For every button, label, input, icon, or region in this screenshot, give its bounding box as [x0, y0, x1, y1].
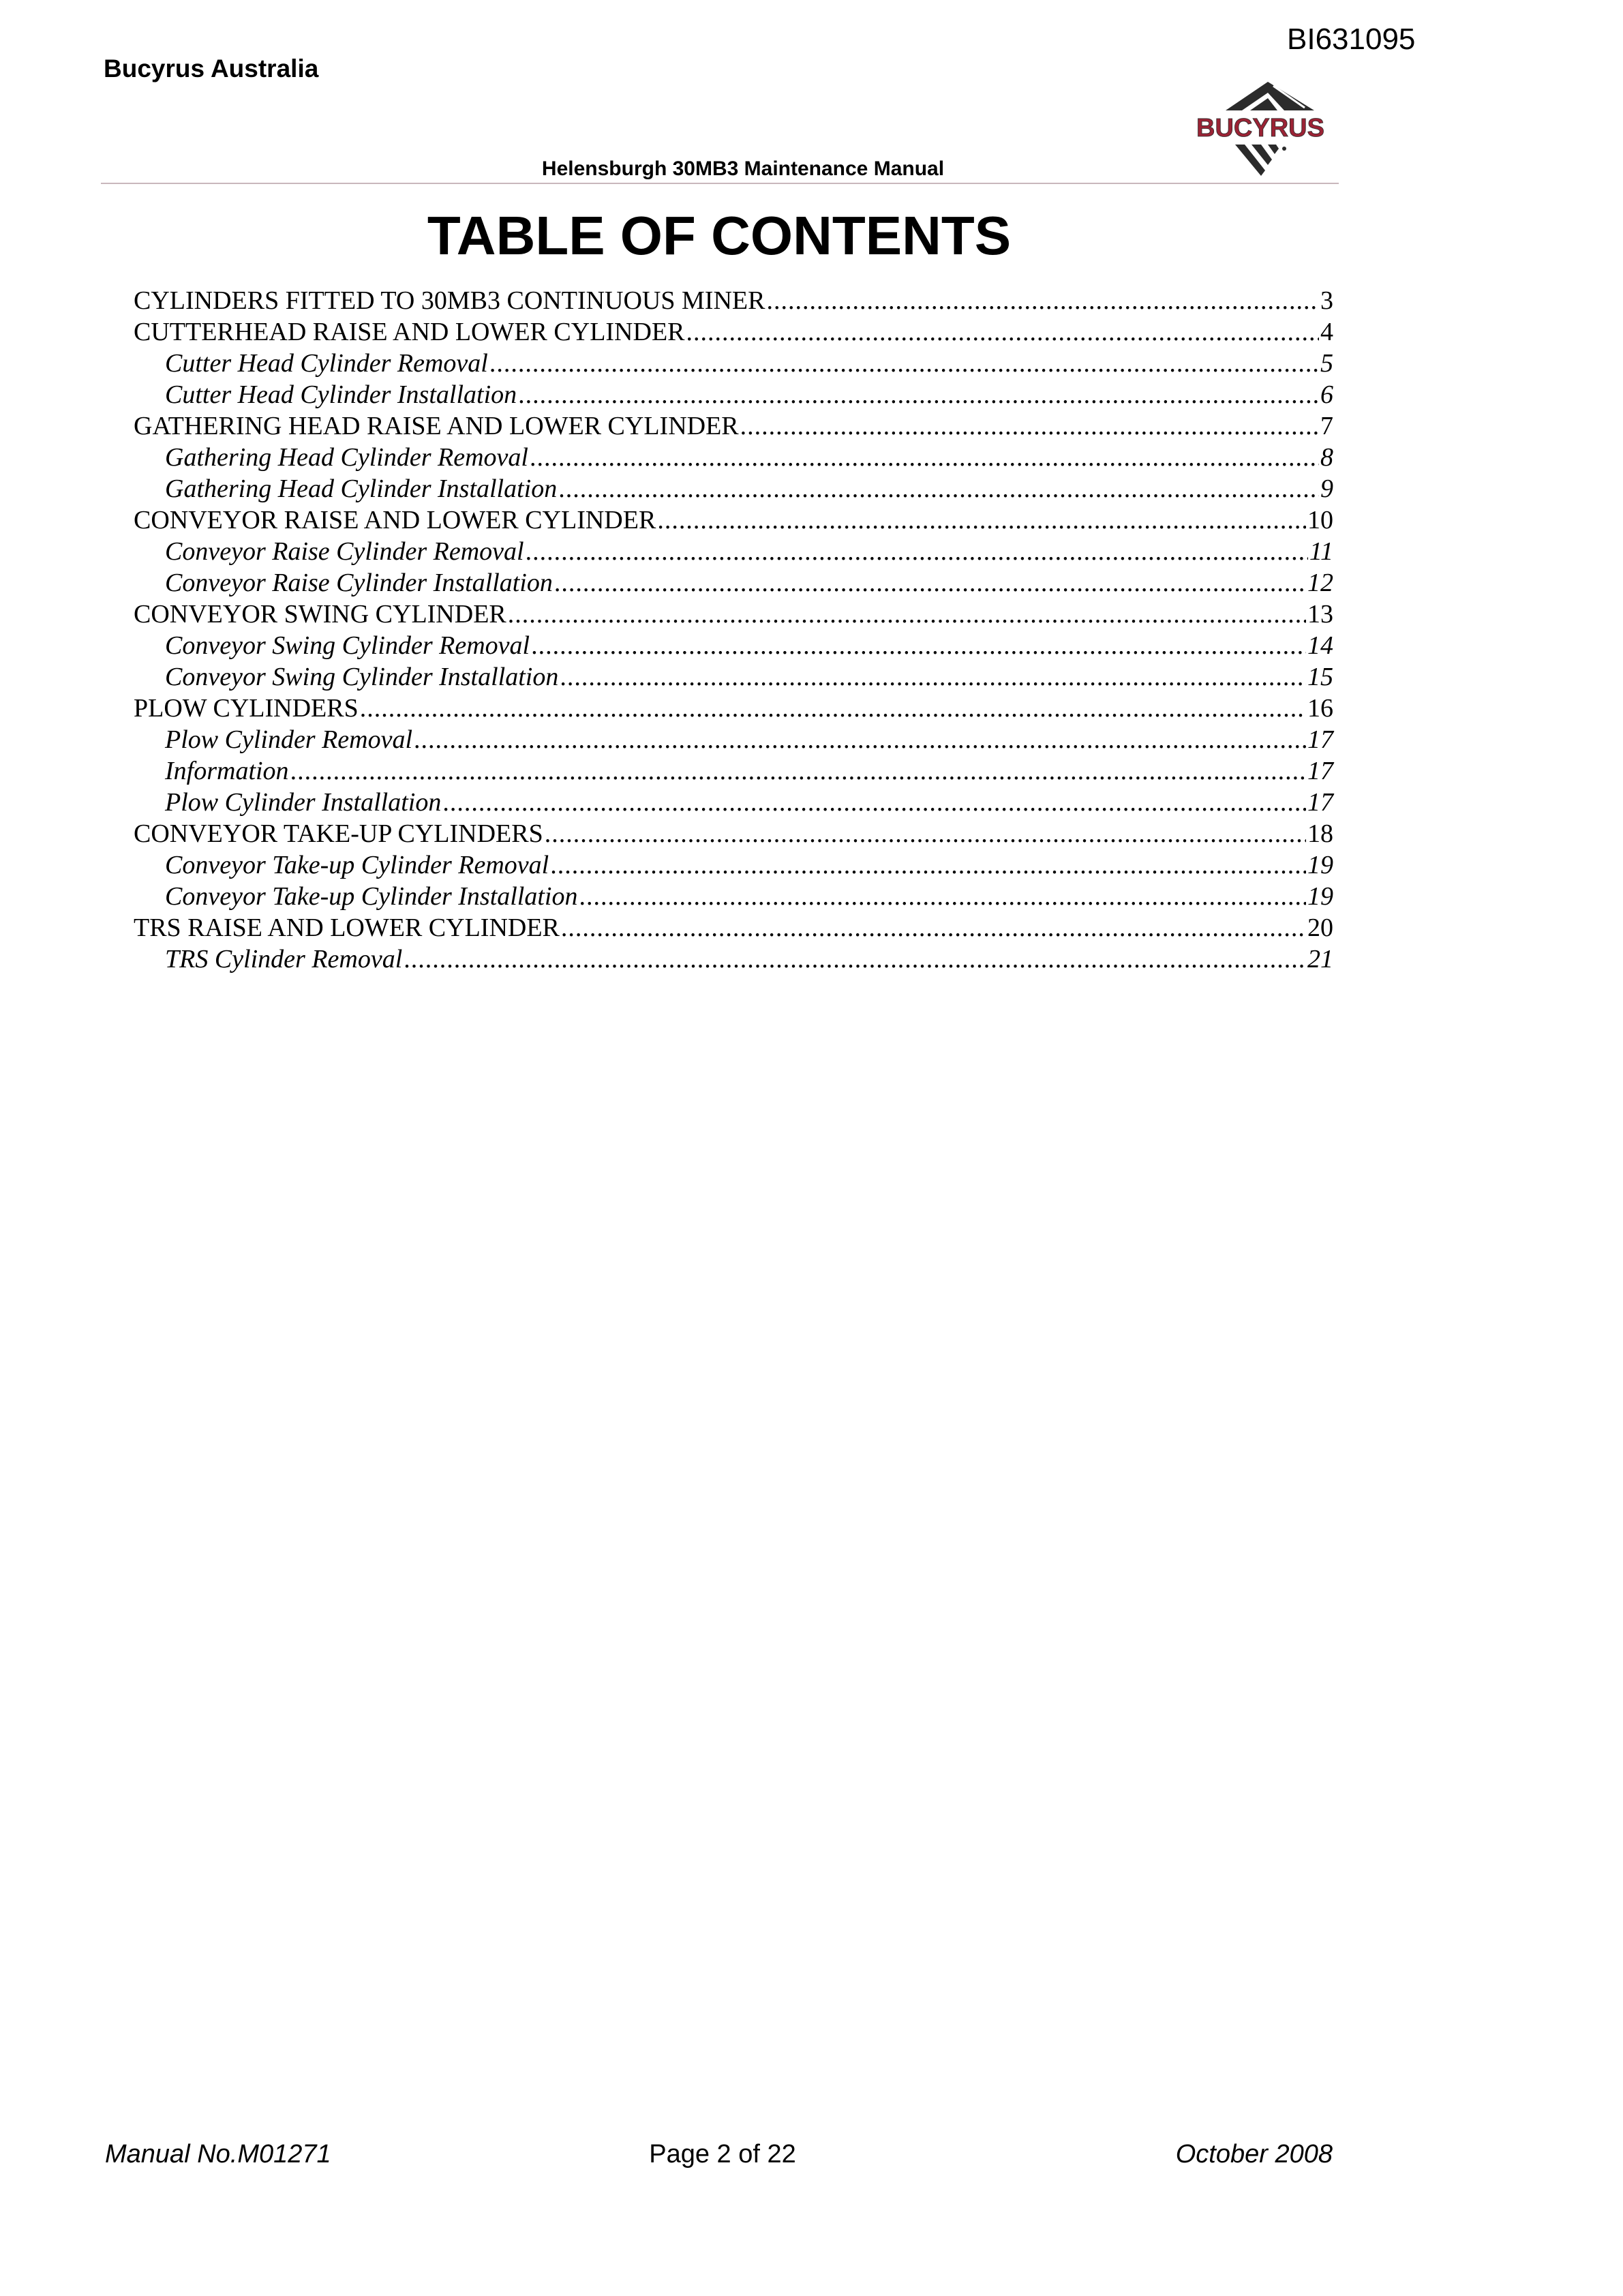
toc-entry[interactable] — [134, 630, 1333, 661]
toc-leader-dots — [560, 661, 1306, 693]
toc-entry[interactable] — [134, 567, 1333, 599]
toc-leader-dots — [686, 316, 1319, 348]
toc-leader-dots — [550, 849, 1306, 881]
toc-entry[interactable] — [134, 504, 1333, 536]
toc-entry[interactable] — [134, 348, 1333, 379]
toc-leader-dots — [530, 442, 1319, 473]
toc-entry[interactable] — [134, 693, 1333, 724]
toc-entry[interactable] — [134, 379, 1333, 410]
toc-entry-page: 5 — [1320, 349, 1333, 378]
toc-entry-page: 16 — [1307, 694, 1333, 723]
toc-entry[interactable] — [134, 536, 1333, 567]
toc-entry-page: 17 — [1307, 725, 1333, 754]
toc-entry-title: Cutter Head Cylinder Installation — [165, 380, 517, 409]
toc-entry-page: 20 — [1307, 913, 1333, 942]
toc-entry-title: Gathering Head Cylinder Removal — [165, 443, 528, 472]
toc-entry-page: 18 — [1307, 819, 1333, 848]
toc-leader-dots — [766, 285, 1319, 316]
toc-entry[interactable] — [134, 473, 1333, 504]
toc-leader-dots — [442, 787, 1306, 818]
toc-entry-page: 21 — [1307, 945, 1333, 973]
toc-entry-title: PLOW CYLINDERS — [134, 694, 359, 723]
toc-entry-title: CONVEYOR RAISE AND LOWER CYLINDER — [134, 506, 656, 534]
toc-entry[interactable] — [134, 755, 1333, 787]
toc-entry[interactable] — [134, 410, 1333, 442]
toc-entry[interactable] — [134, 912, 1333, 943]
toc-leader-dots — [526, 536, 1308, 567]
toc-entry-title: CONVEYOR SWING CYLINDER — [134, 600, 506, 629]
toc-entry-page: 19 — [1307, 851, 1333, 879]
toc-entry-title: Plow Cylinder Removal — [165, 725, 413, 754]
toc-entry-page: 7 — [1320, 412, 1333, 440]
manual-number: Manual No.M01271 — [105, 2140, 331, 2169]
toc-entry-title: Conveyor Raise Cylinder Removal — [165, 537, 524, 566]
toc-entry-page: 14 — [1307, 631, 1333, 660]
toc-entry[interactable] — [134, 818, 1333, 849]
toc-leader-dots — [414, 724, 1306, 755]
document-id: BI631095 — [1287, 22, 1416, 56]
toc-entry-title: CYLINDERS FITTED TO 30MB3 CONTINUOUS MINER — [134, 286, 765, 315]
toc-entry-page: 17 — [1307, 788, 1333, 817]
company-name: Bucyrus Australia — [104, 55, 319, 82]
toc-leader-dots — [531, 630, 1306, 661]
toc-entry-page: 15 — [1307, 663, 1333, 691]
toc-leader-dots — [360, 693, 1306, 724]
toc-entry[interactable] — [134, 316, 1333, 348]
toc-entry-page: 3 — [1320, 286, 1333, 315]
toc-leader-dots — [561, 912, 1306, 943]
toc-entry-title: Conveyor Swing Cylinder Removal — [165, 631, 530, 660]
toc-leader-dots — [489, 348, 1319, 379]
toc-leader-dots — [558, 473, 1319, 504]
toc-leader-dots — [579, 881, 1306, 912]
toc-entry-page: 12 — [1307, 569, 1333, 597]
toc-entry[interactable] — [134, 943, 1333, 975]
toc-entry-page: 6 — [1320, 380, 1333, 409]
toc-entry-title: Conveyor Swing Cylinder Installation — [165, 663, 559, 691]
toc-entry-page: 13 — [1307, 600, 1333, 629]
toc-entry-page: 8 — [1320, 443, 1333, 472]
toc-leader-dots — [404, 943, 1306, 975]
bucyrus-logo — [1185, 80, 1336, 180]
toc-entry-title: Conveyor Raise Cylinder Installation — [165, 569, 553, 597]
toc-leader-dots — [554, 567, 1306, 599]
toc-entry[interactable] — [134, 881, 1333, 912]
toc-entry[interactable] — [134, 787, 1333, 818]
toc-entry-page: 19 — [1307, 882, 1333, 911]
toc-leader-dots — [518, 379, 1319, 410]
toc-entry-page: 17 — [1307, 757, 1333, 785]
toc-entry-page: 9 — [1320, 474, 1333, 503]
toc-entry[interactable] — [134, 285, 1333, 316]
toc-entry[interactable] — [134, 661, 1333, 693]
toc-entry-title: Information — [165, 757, 289, 785]
toc-entry-page: 4 — [1320, 318, 1333, 346]
toc-leader-dots — [657, 504, 1306, 536]
header-divider — [101, 183, 1339, 184]
toc-entry[interactable] — [134, 442, 1333, 473]
logo-chevron-icon — [1235, 145, 1286, 176]
toc-entry-title: Plow Cylinder Installation — [165, 788, 442, 817]
toc-entry-title: CUTTERHEAD RAISE AND LOWER CYLINDER — [134, 318, 685, 346]
toc-entry-page: 10 — [1307, 506, 1333, 534]
toc-entry-title: Gathering Head Cylinder Installation — [165, 474, 558, 503]
toc-entry-title: Cutter Head Cylinder Removal — [165, 349, 488, 378]
toc-entry-title: TRS RAISE AND LOWER CYLINDER — [134, 913, 560, 942]
toc-entry[interactable] — [134, 849, 1333, 881]
publication-date: October 2008 — [1175, 2140, 1333, 2169]
toc-entry[interactable] — [134, 599, 1333, 630]
table-of-contents — [134, 285, 1333, 975]
toc-leader-dots — [508, 599, 1306, 630]
toc-entry-title: Conveyor Take-up Cylinder Removal — [165, 851, 549, 879]
toc-entry[interactable] — [134, 724, 1333, 755]
toc-entry-title: TRS Cylinder Removal — [165, 945, 403, 973]
logo-mountain-icon — [1226, 82, 1314, 110]
toc-leader-dots — [290, 755, 1306, 787]
toc-entry-page: 11 — [1309, 537, 1333, 566]
toc-entry-title: Conveyor Take-up Cylinder Installation — [165, 882, 578, 911]
toc-title: TABLE OF CONTENTS — [427, 205, 1012, 266]
page-number: Page 2 of 22 — [649, 2140, 796, 2169]
toc-entry-title: CONVEYOR TAKE-UP CYLINDERS — [134, 819, 543, 848]
toc-entry-title: GATHERING HEAD RAISE AND LOWER CYLINDER — [134, 412, 739, 440]
manual-title: Helensburgh 30MB3 Maintenance Manual — [541, 157, 945, 180]
toc-leader-dots — [545, 818, 1306, 849]
toc-leader-dots — [740, 410, 1319, 442]
logo-wordmark: BUCYRUS — [1196, 114, 1324, 142]
